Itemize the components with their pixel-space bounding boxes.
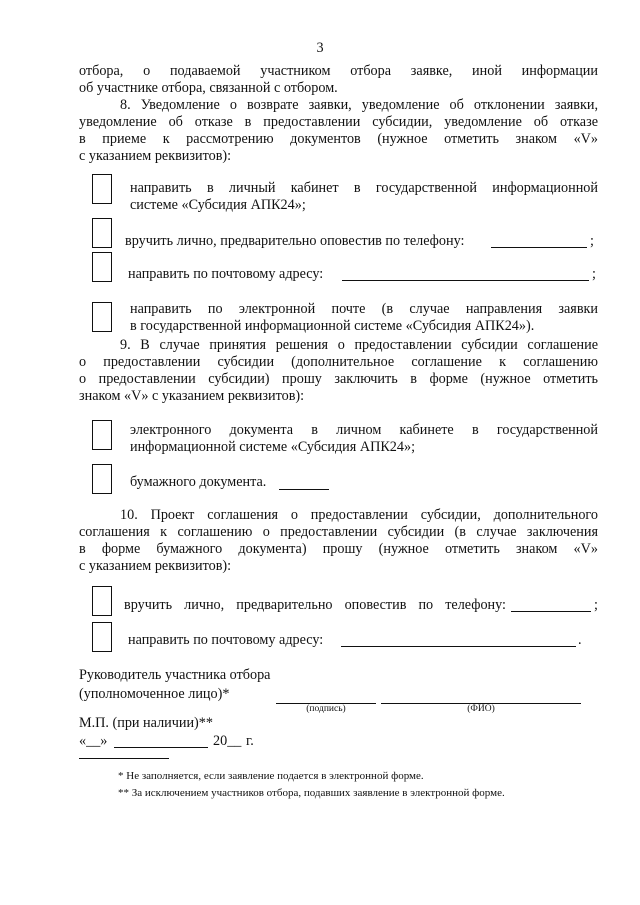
sec9-line-4: знаком «V» с указанием реквизитов): (79, 388, 305, 404)
sec8-phone-field[interactable] (491, 233, 587, 248)
sec8-option4-line-1: направить по электронной почте (в случае направления заявки (130, 301, 598, 317)
sec10-line-2: соглашения к соглашению о предоставлении субсидии (в случае заключения (79, 524, 598, 540)
page-number: 3 (316, 40, 324, 56)
sec10-line-4: с указанием реквизитов): (79, 558, 232, 574)
sec8-option4-checkbox[interactable] (92, 302, 112, 332)
sec10-address-field[interactable] (341, 632, 576, 647)
sec8-option2-checkbox[interactable] (92, 218, 112, 248)
sec10-phone-field[interactable] (511, 597, 591, 612)
sec10-option1-label: вручить лично, предварительно оповестив по телефону: (124, 597, 506, 613)
date-month-field[interactable] (114, 733, 208, 748)
sec10-option2-label: направить по почтовому адресу: (128, 632, 324, 648)
sec9-option1-line-1: электронного документа в личном кабинете в государственной (130, 422, 598, 438)
sec10-option2-end: . (578, 632, 582, 648)
footnote-1: * Не заполняется, если заявление подается в электронной форме. (118, 770, 424, 782)
sec9-paper-field[interactable] (279, 475, 329, 490)
sec10-line-1: 10. Проект соглашения о предоставлении субсидии, дополнительного (120, 507, 598, 523)
sec10-option1-checkbox[interactable] (92, 586, 112, 616)
sec10-option1-end: ; (594, 597, 598, 613)
date-day: «__» (79, 733, 108, 749)
sec9-option1-checkbox[interactable] (92, 420, 112, 450)
sec8-option2-end: ; (590, 233, 594, 249)
signature-sign-field[interactable] (276, 690, 376, 704)
sec8-option2-label: вручить лично, предварительно оповестив по телефону: (125, 233, 465, 249)
signature-fio-field[interactable] (381, 690, 581, 704)
sec8-option4-line-2: в государственной информационной системе «Субсидия АПК24»). (130, 318, 535, 334)
date-suffix: г. (246, 733, 254, 749)
sec9-option2-label: бумажного документа. (130, 474, 267, 490)
stamp-label: М.П. (при наличии)** (79, 715, 213, 731)
signature-head-line-2: (уполномоченное лицо)* (79, 686, 230, 702)
signature-sign-label: (подпись) (306, 704, 346, 714)
sec8-line-4: с указанием реквизитов): (79, 148, 232, 164)
signature-head-line-1: Руководитель участника отбора (79, 667, 271, 683)
signature-fio-label: (ФИО) (467, 704, 495, 714)
sec8-address-field[interactable] (342, 266, 589, 281)
sec8-option3-checkbox[interactable] (92, 252, 112, 282)
sec9-option1-line-2: информационной системе «Субсидия АПК24»; (130, 439, 416, 455)
sec8-option3-label: направить по почтовому адресу: (128, 266, 324, 282)
sec8-option1-line-2: системе «Субсидия АПК24»; (130, 197, 306, 213)
intro-line-1: отбора, о подаваемой участником отбора заявке, иной информации (79, 63, 598, 79)
sec10-line-3: в форме бумажного документа) прошу (нужное отметить знаком «V» (79, 541, 598, 557)
sec8-line-2: уведомление об отказе в предоставлении субсидии, уведомление об отказе (79, 114, 598, 130)
sec8-line-3: в приеме к рассмотрению документов (нужное отметить знаком «V» (79, 131, 598, 147)
sec9-line-2: о предоставлении субсидии (дополнительное соглашение к соглашению (79, 354, 598, 370)
sec8-option3-end: ; (592, 266, 596, 282)
intro-line-2: об участнике отбора, связанной с отбором. (79, 80, 338, 96)
sec10-option2-checkbox[interactable] (92, 622, 112, 652)
sec8-option1-checkbox[interactable] (92, 174, 112, 204)
sec9-option2-checkbox[interactable] (92, 464, 112, 494)
sec8-option1-line-1: направить в личный кабинет в государственной информационной (130, 180, 598, 196)
footnote-separator (79, 757, 169, 759)
sec8-line-1: 8. Уведомление о возврате заявки, уведомление об отклонении заявки, (120, 97, 598, 113)
sec9-line-1: 9. В случае принятия решения о предоставлении субсидии соглашение (120, 337, 598, 353)
sec9-line-3: о предоставлении субсидии) прошу заключить в форме (нужное отметить (79, 371, 598, 387)
date-year: 20__ (213, 733, 242, 749)
footnote-2: ** За исключением участников отбора, подавших заявление в электронной форме. (118, 787, 505, 799)
